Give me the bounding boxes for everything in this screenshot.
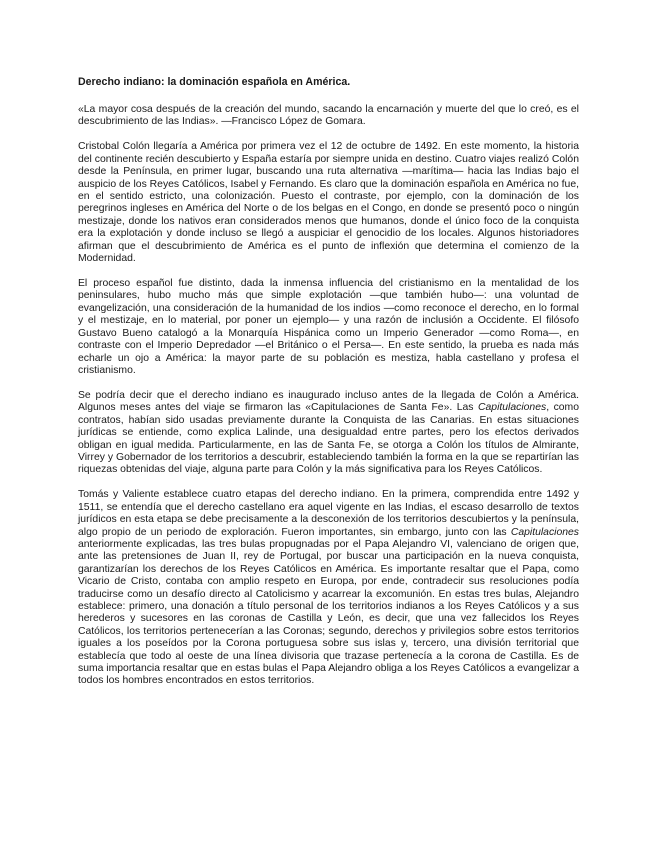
text-run: Cristobal Colón llegaría a América por primera vez el 12 de octubre de 1492. En este momento, la historia del continente recién descubierto y España estaría por siempre unida en destino. Cuatro viajes realizó Colón desde la Península, en primer lugar, buscando una ruta alternativa —marítima— hacia las Indias bajo el auspicio de los Reyes Católicos, Isabel y Fernando. Es claro que la dominación española en América no fue, en el sentido estricto, una colonización. Puesto el contraste, por ejemplo, con la dominación de los peregrinos ingleses en América del Norte o de los belgas en el Congo, en donde se presentó poco o ningún mestizaje, donde los nativos eran considerados menos que humanos, donde el único foco de la conquista era la explotación y donde incluso se llegó a auspiciar el genocidio de los locales. Algunos historiadores afirman que el descubrimiento de América es el punto de inflexión que determina el comienzo de la Modernidad. <box>78 141 579 265</box>
paragraph-colon <box>78 141 579 265</box>
italic-term: Capitulaciones <box>510 526 579 538</box>
text-run: «La mayor cosa después de la creación del mundo, sacando la encarnación y muerte del que lo creó, es el descubrimiento de las Indias». —Francisco López de Gomara. <box>78 104 579 128</box>
document-page <box>78 76 579 700</box>
text-run: El proceso español fue distinto, dada la inmensa influencia del cristianismo en la mentalidad de los peninsulares, hubo mucho más que simple explotación —que también hubo—: una voluntad de evangelización, una consideración de la humanidad de los indios —como reconoce el derecho, en lo formal y el mestizaje, en lo material, por poner un ejemplo— y una razón de inclusión a Occidente. El filósofo Gustavo Bueno catalogó a la Monarquía Hispánica como un Imperio Generador —como Roma—, en contraste con el Imperio Depredador —el Británico o el Persa—. En este sentido, la prueba es nada más echarle un ojo a América: la mayor parte de su población es mestiza, habla castellano y profesa el cristianismo. <box>78 278 579 376</box>
text-run: Tomás y Valiente establece cuatro etapas del derecho indiano. En la primera, comprendida entre 1492 y 1511, se entendía que el derecho castellano era aquel vigente en las Indias, el escaso desarrollo de textos jurídicos en esta etapa se debe precisamente a la desconexión de los territorios descubiertos y la península, algo propio de un periodo de exploración. Fueron importantes, sin embargo, junto con las <box>78 489 579 538</box>
italic-term: Capitulaciones <box>478 402 547 414</box>
paragraph-etapas <box>78 489 579 688</box>
text-run: , como contratos, habían sido usadas previamente durante la Conquista de las Canarias. En estas situaciones jurídicas se entiende, como explica Lalinde, una desigualdad entre partes, pero los efectos derivados obligan en igual medida. Particularmente, en las de Santa Fe, se otorga a Colón los títulos de Almirante, Virrey y Gobernador de los territorios a descubrir, estableciendo también la forma en la que se repartirían las riquezas obtenidas del viaje, alguna parte para Colón y la más significativa para los Reyes Católicos. <box>78 402 579 476</box>
text-run: anteriormente explicadas, las tres bulas propugnadas por el Papa Alejandro VI, valenciano de origen que, ante las pretensiones de Juan II, rey de Portugal, por buscar una participación en la nueva conquista, garantizarían los derechos de los Reyes Católicos en América. Es importante resaltar que el Papa, como Vicario de Cristo, contaba con amplio respeto en Europa, por ende, contradecir sus resoluciones podía traducirse como un desafío directo al Catolicismo y acarrear la excomunión. En estas tres bulas, Alejandro establece: primero, una donación a título personal de los territorios indianos a los Reyes Católicos y a sus herederos y sucesores en las coronas de Castilla y León, es decir, que una vez fallecidos los Reyes Católicos, los territorios pertenecerían a las Coronas; segundo, derechos y privilegios sobre estos territorios iguales a los poseídos por la Corona portuguesa sobre sus islas y, tercero, una división territorial que establecía que todo al oeste de una línea divisoria que trazase pertenecía a la corona de Castilla. Es de suma importancia resaltar que en estas bulas el Papa Alejandro obliga a los Reyes Católicos a evangelizar a todos los hombres encontrados en estos territorios. <box>78 538 579 687</box>
paragraph-capitulaciones <box>78 390 579 477</box>
document-title: Derecho indiano: la dominación española en América. <box>78 76 351 88</box>
paragraph-quote <box>78 104 579 129</box>
text-run: Se podría decir que el derecho indiano es inaugurado incluso antes de la llegada de Colón a América. Algunos meses antes del viaje se firmaron las «Capitulaciones de Santa Fe». Las <box>78 389 579 414</box>
paragraph-proceso-espanol <box>78 278 579 377</box>
